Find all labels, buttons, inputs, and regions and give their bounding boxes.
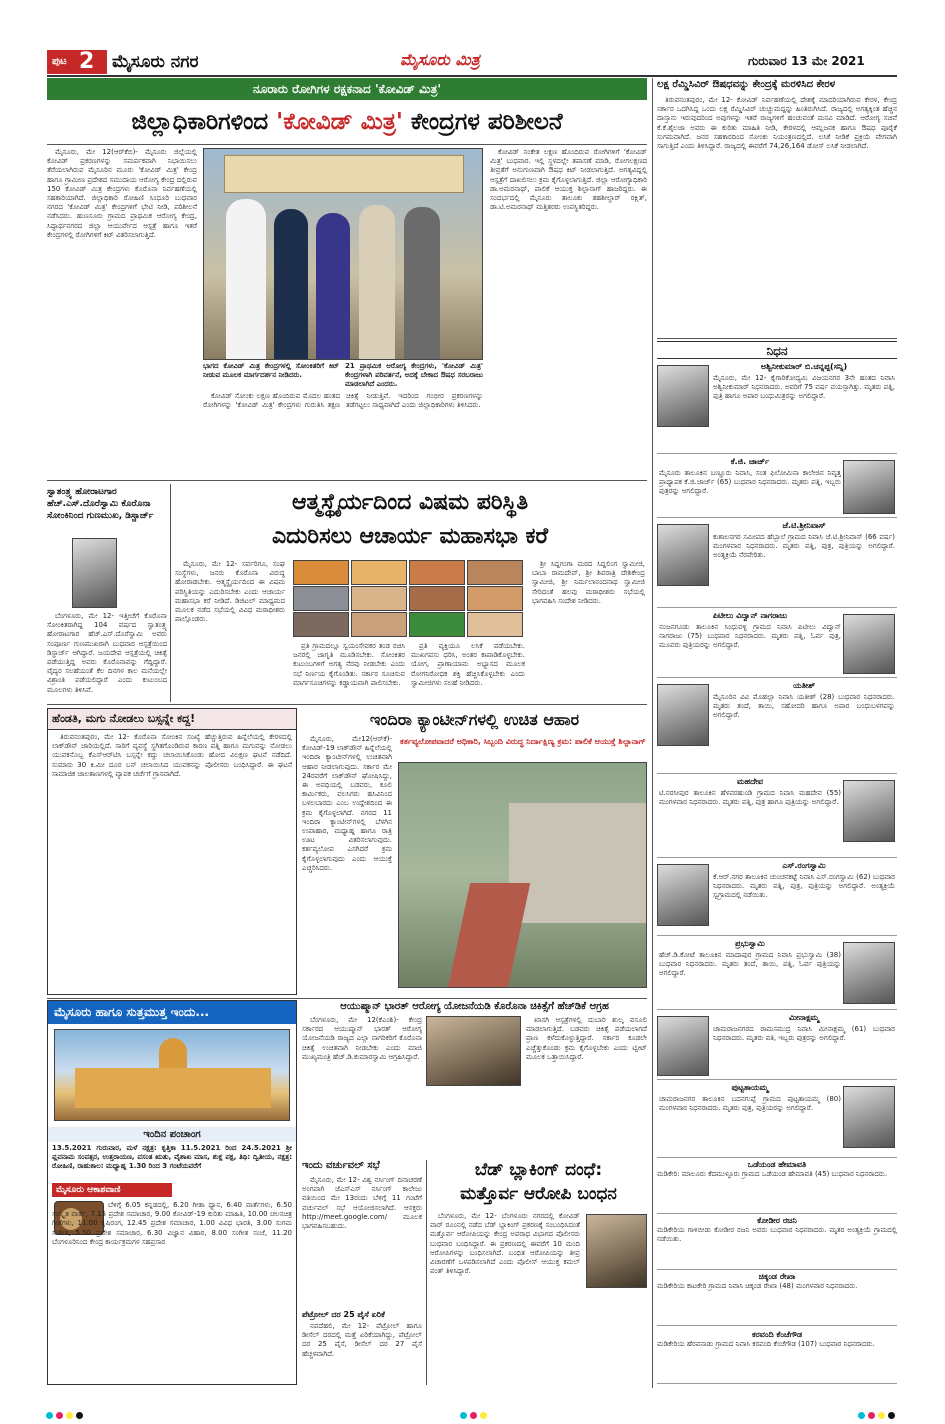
obituary-name: ಅಶ್ವಿನೀಕುಮಾರ್ ಬಿ.ಚನ್ನಪ್ಪ(ಸನ್ನಿ) bbox=[760, 362, 848, 371]
masthead-rule bbox=[47, 75, 897, 77]
black-dot bbox=[888, 1412, 895, 1419]
swamiji-photo bbox=[293, 612, 349, 637]
kerala-body bbox=[657, 96, 897, 336]
lead-col1-text: ಮೈಸೂರು, ಮೇ 12(ಆರ್‌ಕೆಬಿ)- ಮೈಸೂರು ಜಿಲ್ಲೆಯಲ್ಲಿ ಕೋವಿಡ್ ಪ್ರಕರಣಗಳನ್ನು ಸಮರ್ಪಕವಾಗಿ ನಿಭಾಯಿಸಲು ತೆರೆಯಲಾಗಿರುವ ಮೈಸೂರಿನ ಮೂರು 'ಕೋವಿಡ್ ಮಿತ್ರ' ಕೇಂದ್ರ ಹಾಗೂ ಗ್ರಾಮೀಣ ಪ್ರದೇಶದ ಸಮುದಾಯ ಆರೋಗ್ಯ ಕೇಂದ್ರ ದಲ್ಲಿರುವ 150 ಕೋವಿಡ್ ಮಿತ್ರ ಕೇಂದ್ರಗಳು ಕೊರೊನಾ ನಿರ್ವಹಣೆಯಲ್ಲಿ ಸಹಕಾರಿಯಾಗಿದೆ. ಜಿಲ್ಲಾಧಿಕಾರಿ ರೋಹಿಣಿ ಸಿಂಧೂರಿ ಬುಧವಾರ ನಗರದ 'ಕೋವಿಡ್ ಮಿತ್ರ' ಕೇಂದ್ರಗಳಿಗೆ ಭೇಟಿ ನೀಡಿ, ಪರಿಶೀಲನೆ ನಡೆಸಿದರು. ಹುಣಸೂರು ಗ್ರಾಮದ ಪ್ರಾಥಮಿಕ ಆರೋಗ್ಯ ಕೇಂದ್ರ, ಸಿದ್ಧಾರ್ಥನಗರದ ಜಿಲ್ಲಾ ಆಯುರ್ವೇದ ಆಸ್ಪತ್ರೆ ಹಾಗೂ ಇತರೆ ಕೇಂದ್ರಗಳಲ್ಲಿ ರೋಗಿಗಳಿಗೆ ಕಿಟ್ ವಿತರಿಸಲಾಗುತ್ತಿದೆ. bbox=[47, 148, 197, 239]
person-shape bbox=[226, 199, 266, 359]
magenta-dot bbox=[56, 1412, 63, 1419]
obituary-text: ಮಡಿಕೇರಿ: ಮಾಲೂರು ಕೆದಮುಳ್ಳೂರು ಗ್ರಾಮದ ಒಡೆಯಂಡ ಹೇಮಾವತಿ (45) ಬುಧವಾರ ನಿಧನರಾದರು. bbox=[657, 1170, 888, 1178]
page-number-badge bbox=[47, 50, 107, 74]
cyan-dot bbox=[858, 1412, 865, 1419]
swamiji-photo bbox=[293, 560, 349, 585]
short-obituary-item bbox=[657, 1216, 897, 1270]
ayushman-col2 bbox=[526, 1016, 647, 1156]
canteen-photo bbox=[398, 762, 647, 988]
obituary-text: ಮಡಿಕೇರಿಯ ಹೆರವನಾಡು ಗ್ರಾಮದ ನಿವಾಸಿ ಕರವಂದಿ ಕೆಂಚೆಗೌಡ (107) ಬುಧವಾರ ನಿಧನರಾದರು. bbox=[657, 1340, 875, 1348]
obituary-item bbox=[657, 610, 897, 678]
yellow-dot bbox=[66, 1412, 73, 1419]
obituary-name: ಕೆ.ಜಿ. ಜಾರ್ಜ್ bbox=[730, 457, 770, 466]
caption-text: ಭಾಗದ ಕೋವಿಡ್ ಮಿತ್ರ ಕೇಂದ್ರಗಳಲ್ಲಿ ಸೋಂಕಿತರಿಗೆ ಕಿಟ್ ನೀಡುವ ಮೂಲಕ ಮಾರ್ಗದರ್ಶನ ನೀಡಿದರು. bbox=[203, 362, 339, 380]
swamiji-photo bbox=[409, 612, 465, 637]
lead-kicker bbox=[47, 78, 647, 100]
lead-col2 bbox=[203, 392, 483, 478]
headline-part-a: ಜಿಲ್ಲಾಧಿಕಾರಿಗಳಿಂದ bbox=[131, 109, 277, 135]
obituary-photo bbox=[843, 780, 895, 842]
obituary-item bbox=[657, 938, 897, 1010]
palace-body bbox=[75, 1068, 271, 1108]
canteen-text: ಮೈಸೂರು, ಮೇ12(ಆರ್‌ಕೆ)- ಕೋವಿಡ್-19 ಲಾಕ್‌ಡೌನ್ ಹಿನ್ನೆಲೆಯಲ್ಲಿ ಇಂದಿರಾ ಕ್ಯಾಂಟೀನ್‌ಗಳಲ್ಲಿ ಉಚಿತವಾಗಿ ಆಹಾರ ನೀಡಲಾಗುವುದು. ಸರ್ಕಾರ ಮೇ 24ರವರೆಗೆ ಲಾಕ್‌ಡೌನ್ ಘೋಷಿಸಿದ್ದು, ಈ ಅವಧಿಯಲ್ಲಿ ಬಡವರು, ಕೂಲಿ ಕಾರ್ಮಿಕರು, ವಲಸಿಗರು ಹಸಿವಿನಿಂದ ಬಳಲಬಾರದು ಎಂಬ ಉದ್ದೇಶದಿಂದ ಈ ಕ್ರಮ ಕೈಗೊಳ್ಳಲಾಗಿದೆ. ನಗರದ 11 ಇಂದಿರಾ ಕ್ಯಾಂಟೀನ್‌ಗಳಲ್ಲಿ ಬೆಳಗಿನ ಉಪಾಹಾರ, ಮಧ್ಯಾಹ್ನ ಹಾಗೂ ರಾತ್ರಿ ಊಟ ವಿತರಿಸಲಾಗುವುದು. ಕರ್ತವ್ಯಲೋಪ ಎಸಗಿದರೆ ಕ್ರಮ ಕೈಗೊಳ್ಳಲಾಗುವುದು ಎಂದು ಆಯುಕ್ತೆ ಎಚ್ಚರಿಸಿದರು. bbox=[302, 735, 392, 872]
obituary-name: ಎಸ್.ರಂಗಸ್ವಾಮಿ bbox=[782, 861, 826, 870]
rule bbox=[47, 144, 647, 145]
swamiji-photo bbox=[351, 612, 407, 637]
magenta-dot bbox=[470, 1412, 477, 1419]
mahasabha-col2b bbox=[293, 642, 405, 700]
mysuru-today-title: ಮೈಸೂರು ಹಾಗೂ ಸುತ್ತಮುತ್ತ ಇಂದು... bbox=[48, 1001, 296, 1024]
rule bbox=[657, 338, 897, 339]
bed-headline-1: ಬೆಡ್ ಬ್ಲಾಕಿಂಗ್ ದಂಧೆ: bbox=[474, 1160, 603, 1180]
column-divider bbox=[652, 78, 653, 1388]
swamiji-photo bbox=[467, 560, 523, 585]
lead-col2-text: ಕೋವಿಡ್ ಸೋಂಕು ಲಕ್ಷಣ ಹೊಂದಿರುವ ಮೊದಲ ಹಂತದ ರೋಗಿಗಳನ್ನು 'ಕೋವಿಡ್ ಮಿತ್ರ' ಕೇಂದ್ರಗಳು ಗುರುತಿಸಿ ತಕ್ಷಣ ಚಿಕಿತ್ಸೆ ನೀಡುತ್ತಿವೆ. ಇದರಿಂದ ಗಂಭೀರ ಪ್ರಕರಣಗಳನ್ನು ತಡೆಗಟ್ಟಲು ಸಾಧ್ಯವಾಗಿದೆ ಎಂದು ಜಿಲ್ಲಾಧಿಕಾರಿಗಳು ತಿಳಿಸಿದರು. bbox=[203, 392, 483, 410]
column-divider bbox=[426, 1160, 427, 1385]
obituary-text: ಮೈಸೂರಿನ ವಿವಿ ಮೊಹಲ್ಲಾ ನಿವಾಸಿ ಯತೀಶ್ (28) ಬುಧವಾರ ನಿಧನರಾದರು. ಮೃತರು ತಂದೆ, ತಾಯಿ, ಸಹೋದರಿ ಹಾಗೂ ಅಪಾರ ಬಂಧುಬಳಗವನ್ನು ಅಗಲಿದ್ದಾರೆ. bbox=[713, 693, 895, 720]
radio-body bbox=[52, 1201, 292, 1381]
path-shape bbox=[448, 883, 531, 988]
obituary-name: ಜೆ.ಟಿ.ಶ್ರೀನಿವಾಸ್ bbox=[782, 521, 826, 530]
obituary-photo bbox=[843, 460, 895, 514]
panchanga-title: ಇಂದಿನ ಪಂಚಾಂಗ bbox=[48, 1127, 296, 1142]
swamiji-photo bbox=[409, 560, 465, 585]
bus-theft-box bbox=[47, 708, 297, 995]
swamiji-photo bbox=[467, 586, 523, 611]
swamiji-photo bbox=[409, 586, 465, 611]
issue-date: ಗುರುವಾರ 13 ಮೇ 2021 bbox=[748, 54, 865, 68]
masthead bbox=[0, 0, 945, 76]
obituary-text: ಮಡಿಕೇರಿಯ ಗಾಳಿಬೀಡು ಕೋಡೀರ ರಜನಿ ಅವರು ಬುಧವಾರ ನಿಧನರಾದರು. ಮೃತರ ಅಂತ್ಯಕ್ರಿಯೆ ಗ್ರಾಮದಲ್ಲಿ ನಡೆಯಿತು. bbox=[657, 1226, 897, 1244]
mahasabha-col1-text: ಮೈಸೂರು, ಮೇ 12- ಸರ್ವರಿಗೂ, ಸಂಘ ಸಂಸ್ಥೆಗಳು, ಜನರು ಕೊರೊನಾ ವಿರುದ್ಧ ಹೋರಾಡಬೇಕು. ಆತ್ಮಸ್ಥೈರ್ಯದಿಂದ ಈ ವಿಷಮ ಪರಿಸ್ಥಿತಿಯನ್ನು ಎದುರಿಸಬೇಕು ಎಂದು ಆಚಾರ್ಯ ಮಹಾಸಭಾ ಕರೆ ನೀಡಿದೆ. ಡಿಜಿಟಲ್ ಮಾಧ್ಯಮದ ಮೂಲಕ ನಡೆದ ಸಭೆಯಲ್ಲಿ ವಿವಿಧ ಮಠಾಧೀಶರು ಪಾಲ್ಗೊಂಡರು. bbox=[175, 560, 285, 624]
obituary-text: ನಂಜನಗೂಡು ತಾಲೂಕಿನ ಸಿಂಧುವಳ್ಳಿ ಗ್ರಾಮದ ನಿವಾಸಿ ಪಿಟೀಲು ವಿದ್ವಾನ್ ನಾಗರಾಜು (75) ಬುಧವಾರ ನಿಧನರಾದರು. ಮೃತರು ಪತ್ನಿ, ಓರ್ವ ಪುತ್ರ, ಮೂವರು ಪುತ್ರಿಯರನ್ನು ಅಗಲಿದ್ದಾರೆ. bbox=[659, 623, 841, 650]
person-shape bbox=[316, 213, 350, 359]
short-obituary-item bbox=[657, 1330, 897, 1384]
panchanga-text: 13.5.2021 ಗುರುವಾರ, ಮಳೆ ನಕ್ಷತ್ರ: ಕೃತ್ತಿಕಾ 11.5.2021 ರಿಂದ 24.5.2021 ಶ್ರೀ ಪ್ಲವನಾಮ ಸಂವತ್ಸರ, ಉತ್ತರಾಯಣ, ವಸಂತ ಋತು, ವೈಶಾಖ ಮಾಸ, ಶುಕ್ಲ ಪಕ್ಷ, ತಿಥಿ: ದ್ವಿತೀಯ, ನಕ್ಷತ್ರ: ರೋಹಿಣಿ, ರಾಹುಕಾಲ: ಮಧ್ಯಾಹ್ನ 1.30 ರಿಂದ 3 ಗಂಟೆಯವರೆಗೆ bbox=[52, 1144, 292, 1171]
canteen-headline: ಇಂದಿರಾ ಕ್ಯಾಂಟೀನ್‌ಗಳಲ್ಲಿ ಉಚಿತ ಆಹಾರ bbox=[369, 710, 580, 729]
obituary-photo bbox=[657, 1016, 709, 1076]
page-num: 2 bbox=[79, 49, 95, 74]
column-divider bbox=[170, 484, 171, 702]
obituary-text: ಮೈಸೂರು ತಾಲೂಕಿನ ಬಣ್ಣೂರು ನಿವಾಸಿ, ಸಂತ ಫಿಲೋಮಿನಾ ಕಾಲೇಜಿನ ನಿವೃತ್ತ ಪ್ರಾಧ್ಯಾಪಕ ಕೆ.ಜಿ.ಜಾರ್ಜ್ (65) ಬುಧವಾರ ನಿಧನರಾದರು. ಮೃತರು ಪತ್ನಿ, ಇಬ್ಬರು ಪುತ್ರರನ್ನು ಅಗಲಿದ್ದಾರೆ. bbox=[659, 469, 841, 496]
bus-theft-body bbox=[48, 730, 296, 992]
caption-text: 21 ಪ್ರಾಥಮಿಕ ಆರೋಗ್ಯ ಕೇಂದ್ರಗಳು, 'ಕೋವಿಡ್ ಮಿತ್ರ' ಕೇಂದ್ರಗಳಾಗಿ ಪರಿವರ್ತನೆ, ಅದಕ್ಕೆ ಬೇಕಾದ ಔಷಧ ಸರಬರಾಜು ಮಾಡಲಾಗಿದೆ ಎಂದರು. bbox=[345, 362, 483, 388]
obituary-photo bbox=[657, 524, 709, 586]
cyan-dot bbox=[46, 1412, 53, 1419]
wall-shape bbox=[509, 803, 647, 923]
person-shape bbox=[404, 207, 440, 359]
virtual-meeting-headline: ಇಂದು ವರ್ಚುವಲ್ ಸಭೆ bbox=[302, 1160, 380, 1171]
mahasabha-col3-text: ಪ್ರತಿ ವ್ಯಕ್ತಿಯೂ ಲಸಿಕೆ ಪಡೆಯಬೇಕು. ಮುಖಗವಸು ಧರಿಸಿ, ಅಂತರ ಕಾಪಾಡಿಕೊಳ್ಳಬೇಕು. ಯೋಗ, ಪ್ರಾಣಾಯಾಮ ಅಭ್ಯಾಸದ ಮೂಲಕ ರೋಗನಿರೋಧಕ ಶಕ್ತಿ ಹೆಚ್ಚಿಸಿಕೊಳ್ಳಬೇಕು ಎಂದು ಸ್ವಾಮೀಜಿಗಳು ಸಲಹೆ ನೀಡಿದರು. bbox=[411, 642, 525, 687]
ayushman-col2-text: ಖಾಸಗಿ ಆಸ್ಪತ್ರೆಗಳಲ್ಲಿ ದುಬಾರಿ ಶುಲ್ಕ ವಸೂಲಿ ಮಾಡಲಾಗುತ್ತಿದೆ. ಬಡವರು ಚಿಕಿತ್ಸೆ ಪಡೆಯಲಾಗದೆ ಪ್ರಾಣ ಕಳೆದುಕೊಳ್ಳುತ್ತಿದ್ದಾರೆ. ಸರ್ಕಾರ ಕೂಡಲೇ ಎಚ್ಚೆತ್ತುಕೊಂಡು ಕ್ರಮ ಕೈಗೊಳ್ಳಬೇಕು ಎಂದು ಟ್ವೀಟ್ ಮೂಲಕ ಒತ್ತಾಯಿಸಿದ್ದಾರೆ. bbox=[526, 1016, 647, 1061]
ayushman-headline: ಆಯುಷ್ಮಾನ್ ಭಾರತ್ ಆರೋಗ್ಯ ಯೋಜನೆಯಡಿ ಕೊರೊನಾ ಚಿಕಿತ್ಸೆಗೆ ಹೆಚ್‌ಡಿಕೆ ಆಗ್ರಹ bbox=[340, 1001, 609, 1012]
obituary-text: ಮೈಸೂರು, ಮೇ 12- ಕೈಗಾರಿಕೋದ್ಯಮಿ ವಿಜಯನಗರ 3ನೇ ಹಂತದ ನಿವಾಸಿ ಅಶ್ವಿನೀಕುಮಾರ್ ನಿಧನರಾದರು. ಅವರಿಗೆ 75 ವರ್ಷ ವಯಸ್ಸಾಗಿತ್ತು. ಮೃತರು ಪತ್ನಿ, ಪುತ್ರಿ ಹಾಗೂ ಅಪಾರ ಬಂಧುಮಿತ್ರರನ್ನು ಅಗಲಿದ್ದಾರೆ. bbox=[713, 374, 895, 401]
ayushman-col1-text: ಬೆಂಗಳೂರು, ಮೇ 12(ಕೆಎಂಶಿ)- ಕೇಂದ್ರ ಸರ್ಕಾರದ ಆಯುಷ್ಮಾನ್ ಭಾರತ್ ಆರೋಗ್ಯ ಯೋಜನೆಯಡಿ ರಾಜ್ಯದ ಎಲ್ಲಾ ನಾಗರಿಕರಿಗೆ ಕೊರೊನಾ ಚಿಕಿತ್ಸೆ ಉಚಿತವಾಗಿ ನೀಡಬೇಕು ಎಂದು ಮಾಜಿ ಮುಖ್ಯಮಂತ್ರಿ ಹೆಚ್.ಡಿ.ಕುಮಾರಸ್ವಾಮಿ ಆಗ್ರಹಿಸಿದ್ದಾರೆ. bbox=[302, 1016, 422, 1061]
headline-part-c: ಕೇಂದ್ರಗಳ ಪರಿಶೀಲನೆ bbox=[402, 109, 563, 135]
swamiji-photo-grid bbox=[293, 560, 525, 638]
hdk-photo bbox=[426, 1016, 521, 1086]
obituary-text: ಕೆ.ಆರ್.ನಗರ ತಾಲೂಕಿನ ಚುಂಚನಕಟ್ಟೆ ನಿವಾಸಿ ಎಸ್.ರಂಗಸ್ವಾಮಿ (62) ಬುಧವಾರ ನಿಧನರಾದರು. ಮೃತರು ಪತ್ನಿ, ಪುತ್ರ, ಪುತ್ರಿಯನ್ನು ಅಗಲಿದ್ದಾರೆ. ಅಂತ್ಯಕ್ರಿಯೆ ಸ್ವಗ್ರಾಮದಲ್ಲಿ ನಡೆಯಿತು. bbox=[713, 873, 895, 900]
obituary-text: ಚಾಮರಾಜನಗರದ ರಾಮಸಮುದ್ರ ನಿವಾಸಿ ಮೀನಾಕ್ಷಮ್ಮ (61) ಬುಧವಾರ ನಿಧನರಾದರು. ಮೃತರು ಪತಿ, ಇಬ್ಬರು ಪುತ್ರರನ್ನು ಅಗಲಿದ್ದಾರೆ. bbox=[713, 1025, 895, 1043]
obituary-name: ಮೀನಾಕ್ಷಮ್ಮ bbox=[788, 1013, 820, 1022]
kerala-headline: ಲಕ್ಷ ರೆಮ್ಡಿಸಿವಿರ್ ಔಷಧವನ್ನು ಕೇಂದ್ರಕ್ಕೆ ಮರಳಿಸಿದ ಕೇರಳ bbox=[657, 79, 836, 90]
doreswamy-text: ಬೆಂಗಳೂರು, ಮೇ 12- ಇತ್ತೀಚೆಗೆ ಕೊರೊನಾ ಸೋಂಕಿತರಾಗಿದ್ದ 104 ವರ್ಷದ ಸ್ವಾತಂತ್ರ್ಯ ಹೋರಾಟಗಾರ ಹೆಚ್.ಎಸ್.ದೊರೆಸ್ವಾಮಿ ಅವರು ಸಂಪೂರ್ಣ ಗುಣಮುಖರಾಗಿ ಬುಧವಾರ ಆಸ್ಪತ್ರೆಯಿಂದ ಡಿಸ್ಚಾರ್ಜ್ ಆಗಿದ್ದಾರೆ. ಜಯದೇವ ಆಸ್ಪತ್ರೆಯಲ್ಲಿ ಚಿಕಿತ್ಸೆ ಪಡೆಯುತ್ತಿದ್ದ ಅವರು ಕೊರೊನಾವನ್ನು ಗೆದ್ದಿದ್ದಾರೆ. ವೈದ್ಯರ ಸಲಹೆಯಂತೆ ಕೆಲ ದಿನಗಳ ಕಾಲ ಮನೆಯಲ್ಲೇ ವಿಶ್ರಾಂತಿ ಪಡೆಯಲಿದ್ದಾರೆ ಎಂದು ಕುಟುಂಬದ ಮೂಲಗಳು ತಿಳಿಸಿವೆ. bbox=[47, 612, 167, 694]
black-dot bbox=[76, 1412, 83, 1419]
doreswamy-headline: ಸ್ವಾತಂತ್ರ್ಯ ಹೋರಾಟಗಾರ ಹೆಚ್.ಎಸ್.ದೊರೆಸ್ವಾಮಿ ಕೊರೊನಾ ಸೋಂಕಿನಿಂದ ಗುಣಮುಖ, ಡಿಸ್ಚಾರ್ಜ್ bbox=[47, 487, 154, 521]
swamiji-photo bbox=[351, 560, 407, 585]
lead-col3 bbox=[490, 148, 647, 478]
page-label: ಪುಟ bbox=[52, 56, 67, 67]
bed-body bbox=[430, 1212, 580, 1385]
petrol-headline: ಪೆಟ್ರೋಲ್ ದರ 25 ಪೈಸೆ ಏರಿಕೆ bbox=[302, 1310, 385, 1319]
obituary-name: ಮಹದೇವ bbox=[736, 777, 764, 786]
bus-theft-headline: ಹೆಂಡತಿ, ಮಗು ನೋಡಲು ಬಸ್ಸನ್ನೇ ಕದ್ದ! bbox=[48, 709, 296, 730]
palace-dome bbox=[159, 1038, 187, 1068]
mahasabha-headline-1: ಆತ್ಮಸ್ಥೈರ್ಯದಿಂದ ವಿಷಮ ಪರಿಸ್ಥಿತಿ bbox=[291, 490, 529, 515]
lead-photo-officials bbox=[203, 148, 483, 360]
petrol-body bbox=[302, 1322, 422, 1382]
mahasabha-headline-2: ಎದುರಿಸಲು ಆಚಾರ್ಯ ಮಹಾಸಭಾ ಕರೆ bbox=[272, 524, 548, 549]
obituary-name: ಪುಟ್ಟತಾಯಮ್ಮ bbox=[731, 1083, 769, 1092]
obituary-text: ಮಡಿಕೇರಿಯ ಕಾಟಕೇರಿ ಗ್ರಾಮದ ನಿವಾಸಿ ಚಿಕ್ಕಂಡ ರೇಖಾ (48) ಮಂಗಳವಾರ ನಿಧನರಾದರು. bbox=[657, 1282, 858, 1290]
yellow-dot bbox=[480, 1412, 487, 1419]
headline-highlight: 'ಕೋವಿಡ್ ಮಿತ್ರ' bbox=[276, 109, 403, 135]
accused-photo bbox=[586, 1214, 647, 1288]
obituary-name: ಪ್ರಭುಸ್ವಾಮಿ bbox=[735, 939, 765, 948]
doreswamy-photo bbox=[72, 538, 117, 608]
obituary-item bbox=[657, 1082, 897, 1158]
obituary-photo bbox=[843, 1086, 895, 1148]
mahasabha-col1 bbox=[175, 560, 285, 700]
ayushman-col1 bbox=[302, 1016, 422, 1156]
short-obituary-item bbox=[657, 1160, 897, 1214]
petrol-text: ನವದೆಹಲಿ, ಮೇ 12- ಪೆಟ್ರೋಲ್ ಹಾಗೂ ಡೀಸೆಲ್ ದರದಲ್ಲಿ ಮತ್ತೆ ಏರಿಕೆಯಾಗಿದ್ದು, ಪೆಟ್ರೋಲ್ ದರ 25 ಪೈಸೆ, ಡೀಸೆಲ್ ದರ 27 ಪೈಸೆ ಹೆಚ್ಚಳವಾಗಿದೆ. bbox=[302, 1322, 422, 1358]
obituary-photo bbox=[657, 365, 709, 427]
bus-theft-text: ತಿರುವನಂತಪುರಂ, ಮೇ 12- ಕೊರೊನಾ ಸೋಂಕಿನ ಸಂಖ್ಯೆ ಹೆಚ್ಚುತ್ತಿರುವ ಹಿನ್ನೆಲೆಯಲ್ಲಿ ಕೇರಳದಲ್ಲಿ ಲಾಕ್‌ಡೌನ್ ಜಾರಿಯಲ್ಲಿದೆ. ಸಾರಿಗೆ ವ್ಯವಸ್ಥೆ ಸ್ಥಗಿತಗೊಂಡಿರುವ ಕಾರಣ ಪತ್ನಿ ಹಾಗೂ ಮಗುವನ್ನು ನೋಡಲು ಯುವಕನೊಬ್ಬ ಕೆಎಸ್‌ಆರ್‌ಟಿಸಿ ಬಸ್ಸನ್ನೇ ಕದ್ದು ಚಲಾಯಿಸಿಕೊಂಡು ಹೋದ ವಿಲಕ್ಷಣ ಘಟನೆ ನಡೆದಿದೆ. ಸುಮಾರು 30 ಕಿ.ಮೀ ದೂರ ಬಸ್ ಚಲಾಯಿಸಿದ ಯುವಕನನ್ನು ಪೊಲೀಸರು ಬಂಧಿಸಿದ್ದಾರೆ. ಈ ಘಟನೆ ಸಾಮಾಜಿಕ ಜಾಲತಾಣಗಳಲ್ಲಿ ವ್ಯಾಪಕ ಚರ್ಚೆಗೆ ಗ್ರಾಸವಾಗಿದೆ. bbox=[52, 733, 292, 778]
canteen-subhead: ಕರ್ತವ್ಯಲೋಪವಾದರೆ ಅಧಿಕಾರಿ, ಸಿಬ್ಬಂದಿ ವಿರುದ್ಧ ನಿರ್ದಾಕ್ಷಿಣ್ಯ ಕ್ರಮ: ಪಾಲಿಕೆ ಆಯುಕ್ತೆ ಶಿಲ್ಪಾನಾಗ್ bbox=[400, 737, 646, 746]
kerala-text: ತಿರುವನಂತಪುರಂ, ಮೇ 12- ಕೋವಿಡ್ ನಿರ್ವಹಣೆಯಲ್ಲಿ ದೇಶಕ್ಕೆ ಮಾದರಿಯಾಗಿರುವ ಕೇರಳ, ಕೇಂದ್ರ ಸರ್ಕಾರ ಒದಗಿಸಿದ್ದ ಒಂದು ಲಕ್ಷ ರೆಮ್ಡಿಸಿವಿರ್ ಚುಚ್ಚುಮದ್ದನ್ನು ಹಿಂತಿರುಗಿಸಿದೆ. ರಾಜ್ಯದಲ್ಲಿ ಅಗತ್ಯಕ್ಕಿಂತ ಹೆಚ್ಚಿನ ದಾಸ್ತಾನು ಇರುವುದರಿಂದ ಅವುಗಳನ್ನು ಇತರೆ ರಾಜ್ಯಗಳಿಗೆ ಹಂಚುವಂತೆ ಮನವಿ ಮಾಡಿದೆ. ಆರೋಗ್ಯ ಸಚಿವೆ ಕೆ.ಕೆ.ಶೈಲಜಾ ಅವರು ಈ ಕುರಿತು ಮಾಹಿತಿ ನೀಡಿ, ಕೇರಳದಲ್ಲಿ ಆಮ್ಲಜನಕ ಹಾಗೂ ಔಷಧ ಪೂರೈಕೆ ಸುಗಮವಾಗಿದೆ. ಜನರ ಸಹಕಾರದಿಂದ ಸೋಂಕು ನಿಯಂತ್ರಣದಲ್ಲಿದೆ. ಲಸಿಕೆ ನೀಡಿಕೆ ಪ್ರಕ್ರಿಯೆ ವೇಗವಾಗಿ ಸಾಗುತ್ತಿದೆ ಎಂದು ತಿಳಿಸಿದ್ದಾರೆ. ರಾಜ್ಯದಲ್ಲಿ ಈವರೆಗೆ 74,26,164 ಡೋಸ್ ಲಸಿಕೆ ನೀಡಲಾಗಿದೆ. bbox=[657, 96, 897, 151]
rule bbox=[47, 998, 647, 999]
cyan-dot bbox=[460, 1412, 467, 1419]
swamiji-photo bbox=[467, 612, 523, 637]
bed-headline-2: ಮತ್ತೊರ್ವ ಆರೋಪಿ ಬಂಧನ bbox=[460, 1184, 617, 1204]
mahasabha-col2-text: ಪ್ರತಿ ಗ್ರಾಮದಲ್ಲೂ ಸ್ವಯಂಸೇವಕರ ತಂಡ ರಚಿಸಿ ಜನರಲ್ಲಿ ಜಾಗೃತಿ ಮೂಡಿಸಬೇಕು. ಸೋಂಕಿತರ ಕುಟುಂಬಗಳಿಗೆ ಅಗತ್ಯ ನೆರವು ನೀಡಬೇಕು ಎಂದು ಸಭೆ ನಿರ್ಣಯ ಕೈಗೊಂಡಿತು. ಸರ್ಕಾರ ಸೂಚಿಸುವ ಮಾರ್ಗಸೂಚಿಗಳನ್ನು ಕಡ್ಡಾಯವಾಗಿ ಪಾಲಿಸಬೇಕು. bbox=[293, 642, 405, 687]
radio-text: ಬೆಳಿಗ್ಗೆ 6.05 ಕನ್ನಡದಲ್ಲಿ, 6.20 ಗೀತಾ ಧ್ಯಾನ, 6.40 ವಾರ್ತೆಗಳು, 6.50 ಸಂಸ್ಕೃತ ವಾರ್ತೆ, 7.15 ಪ್ರದೇಶ ಸಮಾಚಾರ, 9.00 ಕೋವಿಡ್-19 ಕುರಿತು ಮಾಹಿತಿ, 10.00 ಚಲನಚಿತ್ರ ಗೀತೆಗಳು, 11.00 ಕೃಷಿರಂಗ, 12.45 ಪ್ರದೇಶ ಸಮಾಚಾರ, 1.00 ವಿವಿಧ ಭಾರತಿ, 3.00 ಸುಗಮ ಸಂಗೀತ, 5.50 ಪ್ರದೇಶ ಸಮಾಚಾರ, 6.30 ವಿಜ್ಞಾನ ವಿಹಾರ, 8.00 ಸಂಗೀತ ಸಂಜೆ, 11.20 ಬೆಂಗಳೂರಿನಿಂದ ಕೇಂದ್ರ ಕಾರ್ಯಕ್ರಮಗಳ ಸಹಪ್ರಸಾರ bbox=[52, 1201, 292, 1246]
obituary-photo bbox=[657, 864, 709, 926]
obituary-photo bbox=[657, 684, 709, 746]
rule bbox=[47, 480, 647, 481]
mysore-palace-illustration bbox=[54, 1029, 290, 1121]
mahasabha-col3 bbox=[411, 642, 525, 700]
short-obituary-item bbox=[657, 1272, 897, 1326]
radio-title: ಮೈಸೂರು ಆಕಾಶವಾಣಿ bbox=[52, 1183, 172, 1197]
obituary-item bbox=[657, 776, 897, 858]
rule bbox=[47, 704, 647, 705]
paper-logo: ಮೈಸೂರು ಮಿತ್ರ bbox=[400, 50, 480, 69]
virtual-meeting-body bbox=[302, 1176, 422, 1306]
banner-shape bbox=[224, 155, 464, 193]
magenta-dot bbox=[868, 1412, 875, 1419]
doreswamy-body bbox=[47, 612, 167, 702]
obituary-photo bbox=[843, 614, 895, 674]
obituary-name: ಕರವಂದಿ ಕೆಂಚೆಗೌಡ bbox=[751, 1330, 803, 1339]
lead-kicker-text: ನೂರಾರು ರೋಗಿಗಳ ರಕ್ಷಕನಾದ 'ಕೋವಿಡ್ ಮಿತ್ರ' bbox=[252, 82, 442, 96]
lead-caption2 bbox=[345, 362, 483, 388]
obituary-photo bbox=[843, 942, 895, 1004]
obituary-text: ಟಿ.ನರಸೀಪುರ ತಾಲೂಕಿನ ಹೆಳವರಹುಂಡಿ ಗ್ರಾಮದ ನಿವಾಸಿ ಮಹದೇವ (55) ಮಂಗಳವಾರ ನಿಧನರಾದರು. ಮೃತರು ಪತ್ನಿ, ಪುತ್ರ ಹಾಗೂ ಪುತ್ರಿಯನ್ನು ಅಗಲಿದ್ದಾರೆ. bbox=[659, 789, 841, 807]
person-shape bbox=[274, 209, 308, 359]
lead-col3-text: ಕೋವಿಡ್ ಸಂಕೇತ ಲಕ್ಷಣ ಹೊಂದಿರುವ ರೋಗಿಗಳಿಗೆ 'ಕೋವಿಡ್ ಮಿತ್ರ' ಬುಧವಾರ. ಇಲ್ಲಿ ಸ್ಥಳದಲ್ಲೇ ತಪಾಸಣೆ ಮಾಡಿ, ರೋಗಲಕ್ಷಣದ ತೀವ್ರತೆಗೆ ಅನುಗುಣವಾಗಿ ಔಷಧ ಕಿಟ್ ನೀಡಲಾಗುತ್ತಿದೆ. ಅಗತ್ಯವಿದ್ದಲ್ಲಿ ಆಸ್ಪತ್ರೆಗೆ ದಾಖಲಿಸಲು ಕ್ರಮ ಕೈಗೊಳ್ಳಲಾಗುತ್ತಿದೆ. ಜಿಲ್ಲಾ ಆರೋಗ್ಯಾಧಿಕಾರಿ ಡಾ.ಅಮರನಾಥ್, ಪಾಲಿಕೆ ಆಯುಕ್ತ ಶಿಲ್ಪಾನಾಗ್ ಹಾಜರಿದ್ದರು. ಈ ಸಂದರ್ಭದಲ್ಲಿ ಮೈಸೂರು ತಾಲೂಕು ತಹಶೀಲ್ದಾರ್ ರಕ್ಷಿತ್, ಡಾ.ಟಿ.ಅಮರನಾಥ್ ಮತ್ತಿತರರು ಉಪಸ್ಥಿತರಿದ್ದರು. bbox=[490, 148, 647, 212]
obituary-name: ಒಡೆಯಂಡ ಹೇಮಾವತಿ bbox=[747, 1160, 807, 1169]
obituary-name: ಕೋಡೀರ ರಜನಿ bbox=[757, 1216, 797, 1225]
obituary-name: ಪಿಟೀಲು ವಿದ್ವಾನ್ ನಾಗರಾಜು bbox=[712, 611, 788, 620]
obituary-name: ಯತೀಶ್ bbox=[792, 681, 816, 690]
obituary-item bbox=[657, 361, 897, 454]
obituary-header bbox=[657, 341, 897, 359]
obituary-item bbox=[657, 680, 897, 774]
lead-caption1 bbox=[203, 362, 339, 388]
yellow-dot bbox=[878, 1412, 885, 1419]
canteen-body bbox=[302, 735, 392, 989]
lead-col1 bbox=[47, 148, 197, 478]
section-label: ಮೈಸೂರು ನಗರ bbox=[112, 52, 199, 72]
mahasabha-col4-text: ಶ್ರೀ ಸಿದ್ದಗಂಗಾ ಮಠದ ಸಿದ್ದಲಿಂಗ ಸ್ವಾಮೀಜಿ, ಬಾಬಾ ರಾಮದೇವ್, ಶ್ರೀ ಶಿವರಾತ್ರಿ ದೇಶಿಕೇಂದ್ರ ಸ್ವಾಮೀಜಿ, ಶ್ರೀ ನಿರ್ಮಲಾನಂದನಾಥ ಸ್ವಾಮೀಜಿ ಸೇರಿದಂತೆ ಹಲವು ಮಠಾಧೀಶರು ಸಭೆಯಲ್ಲಿ ಭಾಗವಹಿಸಿ ಸಂದೇಶ ನೀಡಿದರು. bbox=[532, 560, 645, 605]
lead-headline bbox=[47, 102, 647, 142]
mysuru-today-box bbox=[47, 1000, 297, 1385]
obituary-item bbox=[657, 1012, 897, 1080]
swamiji-photo bbox=[293, 586, 349, 611]
swamiji-photo bbox=[351, 586, 407, 611]
obituary-text: ಕುಶಾಲನಗರ ಸಮೀಪದ ಹೆಬ್ಬಾಲೆ ಗ್ರಾಮದ ನಿವಾಸಿ ಜೆ.ಟಿ.ಶ್ರೀನಿವಾಸ್ (66 ವರ್ಷ) ಮಂಗಳವಾರ ನಿಧನರಾದರು. ಮೃತರು ಪತ್ನಿ, ಪುತ್ರ, ಪುತ್ರಿಯನ್ನು ಅಗಲಿದ್ದಾರೆ. ಅಂತ್ಯಕ್ರಿಯೆ ನೆರವೇರಿತು. bbox=[713, 533, 895, 560]
mahasabha-col4 bbox=[532, 560, 645, 700]
obituary-item bbox=[657, 860, 897, 936]
bed-text: ಬೆಂಗಳೂರು, ಮೇ 12- ಬೆಂಗಳೂರು ನಗರದಲ್ಲಿ ಕೋವಿಡ್ ವಾರ್ ರೂಂನಲ್ಲಿ ನಡೆದ ಬೆಡ್ ಬ್ಲಾಕಿಂಗ್ ಪ್ರಕರಣಕ್ಕೆ ಸಂಬಂಧಿಸಿದಂತೆ ಮತ್ತೊರ್ವ ಆರೋಪಿಯನ್ನು ಕೇಂದ್ರ ಅಪರಾಧ ವಿಭಾಗದ ಪೊಲೀಸರು ಬುಧವಾರ ಬಂಧಿಸಿದ್ದಾರೆ. ಈ ಪ್ರಕರಣದಲ್ಲಿ ಈವರೆಗೆ 10 ಮಂದಿ ಆರೋಪಿಗಳನ್ನು ಬಂಧಿಸಲಾಗಿದೆ. ಬಂಧಿತ ಆರೋಪಿಯನ್ನು ತೀವ್ರ ವಿಚಾರಣೆಗೆ ಒಳಪಡಿಸಲಾಗಿದೆ ಎಂದು ಪೊಲೀಸ್ ಆಯುಕ್ತ ಕಮಲ್ ಪಂತ್ ತಿಳಿಸಿದ್ದಾರೆ. bbox=[430, 1212, 580, 1276]
obituary-title: ನಿಧನ bbox=[766, 344, 788, 358]
obituary-item bbox=[657, 520, 897, 608]
obituary-item bbox=[657, 456, 897, 518]
obituary-text: ಚಾಮರಾಜನಗರ ತಾಲೂಕಿನ ಬದನಗುಪ್ಪೆ ಗ್ರಾಮದ ಪುಟ್ಟತಾಯಮ್ಮ (80) ಮಂಗಳವಾರ ನಿಧನರಾದರು. ಮೃತರು ಪುತ್ರ, ಪುತ್ರಿಯರನ್ನು ಅಗಲಿದ್ದಾರೆ. bbox=[659, 1095, 841, 1113]
virtual-meeting-text: ಮೈಸೂರು, ಮೇ 12- ವಿಶ್ವ ನರ್ಸಿಂಗ್ ದಿನಾಚರಣೆ ಅಂಗವಾಗಿ ಜೆಎಸ್‌ಎಸ್ ನರ್ಸಿಂಗ್ ಕಾಲೇಜು ವತಿಯಿಂದ ಮೇ 13ರಂದು ಬೆಳಿಗ್ಗೆ 11 ಗಂಟೆಗೆ ವರ್ಚುವಲ್ ಸಭೆ ಆಯೋಜಿಸಲಾಗಿದೆ. ಆಸಕ್ತರು http://meet.google.com/ ಮೂಲಕ ಭಾಗವಹಿಸಬಹುದು. bbox=[302, 1176, 422, 1231]
obituary-text: ಹೆಚ್.ಡಿ.ಕೋಟೆ ತಾಲೂಕಿನ ಮಾದಾಪುರ ಗ್ರಾಮದ ನಿವಾಸಿ ಪ್ರಭುಸ್ವಾಮಿ (38) ಬುಧವಾರ ನಿಧನರಾದರು. ಮೃತರು ತಂದೆ, ತಾಯಿ, ಪತ್ನಿ, ಓರ್ವ ಪುತ್ರಿಯನ್ನು ಅಗಲಿದ್ದಾರೆ. bbox=[659, 951, 841, 978]
obituary-name: ಚಿಕ್ಕಂಡ ರೇಖಾ bbox=[758, 1272, 796, 1281]
panchanga-body bbox=[52, 1144, 292, 1180]
person-shape bbox=[359, 205, 395, 359]
